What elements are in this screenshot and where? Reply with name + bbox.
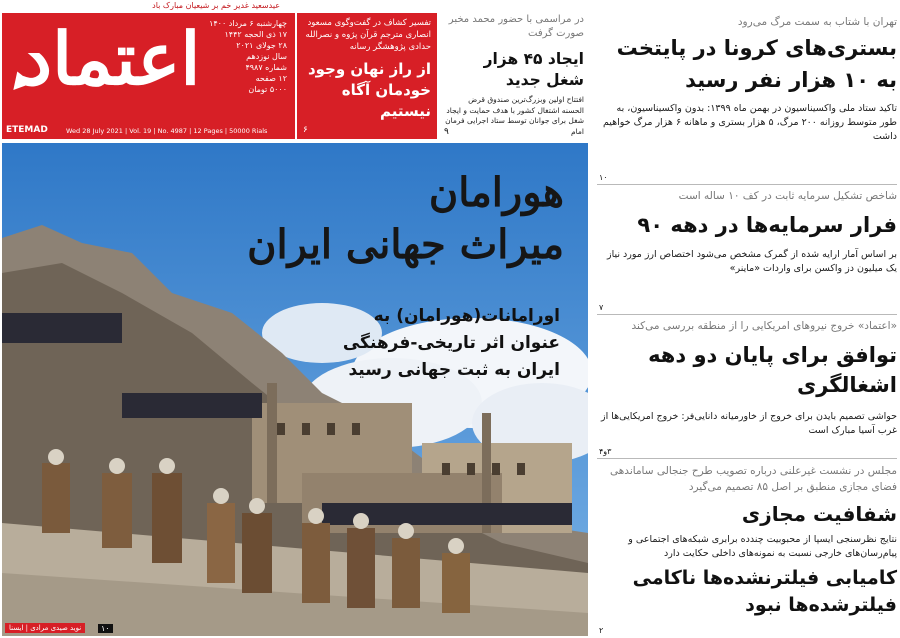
right-column: [597, 13, 897, 635]
hero-subtitle: اورامانات(هورامان) به عنوان اثر تاریخی-فرهنگی ایران به ثبت جهانی رسید: [342, 306, 560, 380]
hero-photo[interactable]: [2, 143, 588, 636]
story-kicker: در مراسمی با حضور محمد مخبر صورت گرفت: [448, 14, 584, 39]
story-us-withdrawal[interactable]: [597, 317, 897, 459]
page-ref: ۹: [444, 127, 449, 137]
brand-latin: ETEMAD: [6, 125, 48, 135]
hero-title-line2: میراث جهانی ایران: [247, 221, 564, 268]
issue-info-line: سال نوزدهم: [246, 52, 287, 61]
issue-info-line: ۱۷ ذی الحجه ۱۴۴۲: [224, 30, 287, 39]
story-subheadline: کامیابی فیلترنشده‌ها ناکامی فیلترشده‌ها نبود: [632, 567, 897, 616]
page-ref: ۷: [599, 303, 604, 312]
issue-info: [207, 18, 287, 95]
top-note: عیدسعید غدیر خم بر شیعیان مبارک باد: [152, 1, 280, 10]
hero-title-line1: هورامان: [428, 169, 564, 216]
story-kicker: تهران با شتاب به سمت مرگ می‌رود: [737, 16, 897, 28]
story-covid[interactable]: [597, 13, 897, 185]
story-body: افتتاح اولین وبزرگ‌ترین صندوق قرض الحسنه اشتغال کشور با هدف حمایت و ایجاد شغل برای جوانان توسط ستاد اجرایی فرمان امام: [445, 95, 584, 136]
issue-info-line: شماره ۴۹۸۷: [245, 63, 287, 72]
photo-credit: نوید صیدی مرادی | ایسنا: [5, 623, 85, 633]
story-body: نتایج نظرسنجی ایسپا از محبوبیت چندده برابری شبکه‌های اجتماعی و پیام‌رسان‌های خارجی نسبت به نمونه‌های داخلی حکایت دارد: [628, 534, 897, 559]
story-headline: بستری‌های کرونا در پایتخت به ۱۰ هزار نفر رسید: [616, 36, 897, 92]
issue-info-line: چهارشنبه ۶ مرداد ۱۴۰۰: [209, 19, 287, 28]
story-headline: ایجاد ۴۵ هزار شغل جدید: [483, 50, 584, 89]
teaser-box[interactable]: [297, 13, 437, 139]
middle-story[interactable]: [440, 13, 588, 139]
story-body: تاکید ستاد ملی واکسیناسیون در بهمن ماه ۱۳۹۹: بدون واکسیناسیون، به طور متوسط روزانه ۲۰۰ مرگ، ۵ هزار بستری و ماهانه ۶ هزار مرگ خواهیم داشت: [602, 103, 897, 142]
issue-info-line: ۲۸ جولای ۲۰۲۱: [236, 41, 287, 50]
brand-logo: اعتماد: [20, 16, 201, 101]
story-cyberspace[interactable]: [597, 461, 897, 635]
issue-info-line: ۵۰۰۰ تومان: [248, 85, 287, 94]
story-kicker: مجلس در نشست غیرعلنی درباره تصویب طرح جنجالی ساماندهی فضای مجازی منطبق بر اصل ۸۵ تصمیم می‌گیرد: [610, 465, 897, 493]
page-ref: ۲: [599, 626, 604, 635]
story-body: حواشی تصمیم بایدن برای خروج از خاورمیانه دانایی‌فر: خروج امریکایی‌ها از غرب آسیا مبارک است: [601, 411, 897, 436]
masthead: [2, 13, 295, 139]
page-ref: ۱۰: [98, 624, 113, 633]
hero-title: [234, 167, 564, 271]
teaser-kicker: تفسیر کشاف در گفت‌وگوی مسعود انصاری مترجم قرآن پژوه و نصرالله حدادی پژوهشگر رسانه: [305, 18, 431, 52]
story-headline: توافق برای پایان دو دهه اشغالگری: [648, 343, 897, 397]
story-body: بر اساس آمار ارایه شده از گمرک مشخص می‌شود اختصاص ارز مورد نیاز یک میلیون دز واکسن برای واردات «ماینر»: [607, 249, 897, 274]
issue-latin: Wed 28 July 2021 | Vol. 19 | No. 4987 | 12 Pages | 50000 Rials: [66, 127, 268, 135]
story-headline: فرار سرمایه‌ها در دهه ۹۰: [637, 213, 897, 237]
story-capital-flight[interactable]: [597, 187, 897, 315]
issue-info-line: ۱۲ صفحه: [255, 74, 287, 83]
page-ref: ۳و۴: [599, 447, 612, 456]
story-kicker: شاخص تشکیل سرمایه ثابت در کف ۱۰ ساله است: [678, 190, 897, 202]
page-ref: ۱۰: [599, 173, 608, 182]
story-headline: شفافیت مجازی: [741, 502, 897, 526]
teaser-title: از راز نهان وجود خودمان آگاه نیستیم: [307, 60, 431, 120]
page-ref: ۶: [303, 125, 308, 135]
story-kicker: «اعتماد» خروج نیروهای امریکایی را از منطقه بررسی می‌کند: [631, 320, 897, 332]
